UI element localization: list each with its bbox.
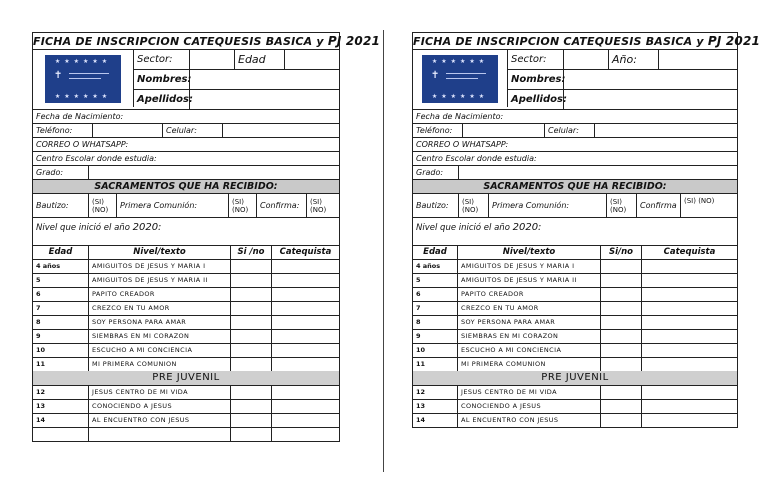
row-si-no-field[interactable] (601, 400, 642, 413)
section-pre-juvenil: PRE JUVENIL (33, 371, 339, 386)
row-si-no-field[interactable] (601, 386, 642, 399)
primera-comunion-si-no[interactable]: (SI) (NO) (607, 194, 637, 217)
table-row (33, 330, 339, 344)
row-edad: 13 (413, 400, 458, 413)
col-nivel: Nivel/texto (89, 246, 231, 259)
fecha-nacimiento-field[interactable]: Fecha de Nacimiento: (36, 112, 124, 121)
edad-field[interactable] (285, 50, 339, 69)
bautizo-label: Bautizo: (413, 194, 459, 217)
celular-field[interactable] (223, 124, 339, 137)
row-si-no-field[interactable] (231, 316, 272, 329)
correo-field[interactable]: CORREO O WHATSAPP: (36, 140, 129, 149)
nombres-label: Nombres: (508, 70, 564, 89)
row-edad: 7 (33, 302, 89, 315)
row-nivel-texto: CONOCIENDO A JESUS (458, 400, 601, 413)
table-row (33, 274, 339, 288)
confirma-si-no[interactable]: (SI) (NO) (310, 197, 327, 214)
centro-escolar-field[interactable]: Centro Escolar donde estudia: (416, 154, 537, 163)
row-catequista-field[interactable] (272, 428, 339, 441)
levels-table-header (33, 246, 339, 260)
grado-label: Grado: (413, 166, 459, 179)
apellidos-label: Apellidos: (134, 90, 190, 109)
row-edad: 5 (33, 274, 89, 287)
sacramentos-title: SACRAMENTOS QUE HA RECIBIDO: (33, 180, 339, 194)
row-edad: 10 (413, 344, 458, 357)
parish-emblem-icon: ✝ (54, 69, 63, 81)
form-title: FICHA DE INSCRIPCION CATEQUESIS BASICA y PJ 2021 (33, 34, 381, 48)
row-si-no-field[interactable] (231, 260, 272, 273)
col-catequista: Catequista (279, 247, 332, 257)
sector-field[interactable] (190, 50, 235, 69)
row-edad: 11 (413, 358, 458, 371)
row-edad: 14 (33, 414, 89, 427)
row-nivel-texto: AMIGUITOS DE JESUS Y MARIA II (89, 274, 231, 287)
row-catequista-field[interactable] (272, 330, 339, 343)
row-si-no-field[interactable] (601, 260, 642, 273)
nombres-field[interactable] (190, 70, 339, 89)
row-edad: 6 (413, 288, 458, 301)
confirma-si-no[interactable]: (SI) (NO) (684, 197, 715, 205)
table-row (413, 386, 737, 400)
row-catequista-field[interactable] (642, 274, 737, 287)
row-si-no-field[interactable] (601, 358, 642, 371)
row-si-no-field[interactable] (601, 274, 642, 287)
table-row (33, 316, 339, 330)
col-si-no: Si/no (601, 246, 642, 259)
table-row (413, 330, 737, 344)
row-si-no-field[interactable] (601, 330, 642, 343)
row-nivel-texto: SOY PERSONA PARA AMAR (458, 316, 601, 329)
row-edad: 10 (33, 344, 89, 357)
row-nivel-texto: ESCUCHO A MI CONCIENCIA (89, 344, 231, 357)
row-si-no-field[interactable] (231, 288, 272, 301)
row-nivel-texto: ESCUCHO A MI CONCIENCIA (458, 344, 601, 357)
edad-label: Edad (235, 50, 285, 69)
grado-field[interactable] (89, 166, 339, 179)
primera-comunion-si-no[interactable]: (SI) (NO) (229, 194, 257, 217)
form-header (413, 50, 737, 110)
row-nivel-texto: PAPITO CREADOR (458, 288, 601, 301)
table-row (413, 414, 737, 427)
nivel-inicio[interactable]: Nivel que inició el año 2020: (413, 218, 737, 246)
col-si-no: Si /no (231, 246, 272, 259)
table-row (33, 358, 339, 371)
apellidos-field[interactable] (564, 90, 737, 109)
row-catequista-field[interactable] (642, 288, 737, 301)
apellidos-field[interactable] (190, 90, 339, 109)
page-divider (383, 30, 384, 472)
row-nivel-texto: AMIGUITOS DE JESUS Y MARIA II (458, 274, 601, 287)
grado-field[interactable] (459, 166, 737, 179)
nombres-field[interactable] (564, 70, 737, 89)
table-row (413, 344, 737, 358)
confirma-label: Confirma (637, 194, 681, 217)
bautizo-si-no[interactable]: (SI) (NO) (89, 194, 117, 217)
nivel-inicio[interactable]: Nivel que inició el año 2020: (33, 218, 339, 246)
correo-field[interactable]: CORREO O WHATSAPP: (416, 140, 509, 149)
table-row (413, 302, 737, 316)
row-si-no-field[interactable] (601, 414, 642, 427)
centro-escolar-field[interactable]: Centro Escolar donde estudia: (36, 154, 157, 163)
row-catequista-field[interactable] (272, 288, 339, 301)
primera-comunion-label: Primera Comunión: (117, 194, 229, 217)
row-edad: 12 (33, 386, 89, 399)
parish-emblem-icon: ✝ (431, 69, 440, 81)
registration-form-right (412, 32, 761, 428)
row-nivel-texto: PAPITO CREADOR (89, 288, 231, 301)
table-row (33, 414, 339, 428)
row-nivel-texto: AMIGUITOS DE JESUS Y MARIA I (458, 260, 601, 273)
row-edad: 11 (33, 358, 89, 371)
row-catequista-field[interactable] (272, 274, 339, 287)
row-nivel-texto: AL ENCUENTRO CON JESUS (458, 414, 601, 427)
telefono-label: Teléfono: (413, 124, 463, 137)
form-header (33, 50, 339, 110)
row-si-no-field[interactable] (601, 344, 642, 357)
levels-table-header (413, 246, 737, 260)
nombres-label: Nombres: (134, 70, 190, 89)
parish-logo: ★★★★★★ ✝ ★★★★★★ (33, 50, 134, 107)
fecha-nacimiento-field[interactable]: Fecha de Nacimiento: (416, 112, 504, 121)
row-nivel-texto: AMIGUITOS DE JESUS Y MARIA I (89, 260, 231, 273)
grado-label: Grado: (33, 166, 89, 179)
confirma-label: Confirma: (257, 194, 307, 217)
table-row (33, 428, 339, 441)
row-nivel-texto (89, 428, 231, 441)
table-row (413, 260, 737, 274)
col-catequista: Catequista (663, 247, 716, 257)
row-si-no-field[interactable] (231, 428, 272, 441)
row-si-no-field[interactable] (231, 358, 272, 371)
row-edad (33, 428, 89, 441)
row-si-no-field[interactable] (231, 400, 272, 413)
row-si-no-field[interactable] (231, 386, 272, 399)
row-nivel-texto: CREZCO EN TU AMOR (89, 302, 231, 315)
table-row (413, 316, 737, 330)
row-edad: 12 (413, 386, 458, 399)
row-catequista-field[interactable] (272, 316, 339, 329)
sacramentos-title: SACRAMENTOS QUE HA RECIBIDO: (413, 180, 737, 194)
row-edad: 8 (33, 316, 89, 329)
table-row (413, 288, 737, 302)
row-catequista-field[interactable] (272, 344, 339, 357)
row-edad: 5 (413, 274, 458, 287)
celular-label: Celular: (545, 124, 595, 137)
registration-form-left (32, 32, 381, 442)
row-nivel-texto: SOY PERSONA PARA AMAR (89, 316, 231, 329)
celular-label: Celular: (163, 124, 223, 137)
form-title: FICHA DE INSCRIPCION CATEQUESIS BASICA y PJ 2021 (413, 34, 761, 48)
row-nivel-texto: CREZCO EN TU AMOR (458, 302, 601, 315)
row-edad: 14 (413, 414, 458, 427)
telefono-label: Teléfono: (33, 124, 93, 137)
row-edad: 7 (413, 302, 458, 315)
row-edad: 9 (33, 330, 89, 343)
row-catequista-field[interactable] (272, 386, 339, 399)
row-catequista-field[interactable] (642, 344, 737, 357)
table-row (33, 400, 339, 414)
row-nivel-texto: SIEMBRAS EN MI CORAZON (458, 330, 601, 343)
sector-label: Sector: (508, 50, 564, 69)
row-nivel-texto: MI PRIMERA COMUNION (89, 358, 231, 371)
row-catequista-field[interactable] (272, 414, 339, 427)
table-row (33, 344, 339, 358)
row-edad: 8 (413, 316, 458, 329)
row-catequista-field[interactable] (272, 400, 339, 413)
row-edad: 4 años (413, 260, 458, 273)
row-nivel-texto: JESUS CENTRO DE MI VIDA (458, 386, 601, 399)
row-catequista-field[interactable] (642, 316, 737, 329)
row-si-no-field[interactable] (231, 344, 272, 357)
row-si-no-field[interactable] (231, 414, 272, 427)
table-row (33, 386, 339, 400)
row-catequista-field[interactable] (272, 302, 339, 315)
row-nivel-texto: SIEMBRAS EN MI CORAZON (89, 330, 231, 343)
row-catequista-field[interactable] (642, 260, 737, 273)
row-catequista-field[interactable] (642, 302, 737, 315)
section-pre-juvenil: PRE JUVENIL (413, 371, 737, 386)
ano-field[interactable] (659, 50, 737, 69)
row-edad: 6 (33, 288, 89, 301)
col-nivel: Nivel/texto (458, 246, 601, 259)
celular-field[interactable] (595, 124, 737, 137)
row-si-no-field[interactable] (601, 302, 642, 315)
row-edad: 4 años (33, 260, 89, 273)
col-edad: Edad (413, 246, 458, 259)
bautizo-si-no[interactable]: (SI) (NO) (459, 194, 489, 217)
row-nivel-texto: AL ENCUENTRO CON JESUS (89, 414, 231, 427)
col-edad: Edad (33, 246, 89, 259)
row-nivel-texto: JESUS CENTRO DE MI VIDA (89, 386, 231, 399)
table-row (413, 400, 737, 414)
table-row (413, 358, 737, 371)
sector-label: Sector: (134, 50, 190, 69)
row-nivel-texto: MI PRIMERA COMUNION (458, 358, 601, 371)
row-catequista-field[interactable] (642, 330, 737, 343)
row-si-no-field[interactable] (231, 302, 272, 315)
row-catequista-field[interactable] (642, 414, 737, 427)
row-edad: 9 (413, 330, 458, 343)
row-si-no-field[interactable] (601, 316, 642, 329)
row-catequista-field[interactable] (642, 386, 737, 399)
bautizo-label: Bautizo: (33, 194, 89, 217)
row-catequista-field[interactable] (642, 400, 737, 413)
row-si-no-field[interactable] (231, 330, 272, 343)
telefono-field[interactable] (93, 124, 163, 137)
row-si-no-field[interactable] (601, 288, 642, 301)
row-catequista-field[interactable] (642, 358, 737, 371)
table-row (33, 260, 339, 274)
sector-field[interactable] (564, 50, 609, 69)
table-row (413, 274, 737, 288)
apellidos-label: Apellidos: (508, 90, 564, 109)
parish-logo: ★★★★★★ ✝ ★★★★★★ (413, 50, 508, 107)
row-nivel-texto: CONOCIENDO A JESUS (89, 400, 231, 413)
telefono-field[interactable] (463, 124, 545, 137)
table-row (33, 288, 339, 302)
primera-comunion-label: Primera Comunión: (489, 194, 607, 217)
ano-label: Año: (609, 50, 659, 69)
row-catequista-field[interactable] (272, 358, 339, 371)
row-si-no-field[interactable] (231, 274, 272, 287)
table-row (33, 302, 339, 316)
row-edad: 13 (33, 400, 89, 413)
row-catequista-field[interactable] (272, 260, 339, 273)
